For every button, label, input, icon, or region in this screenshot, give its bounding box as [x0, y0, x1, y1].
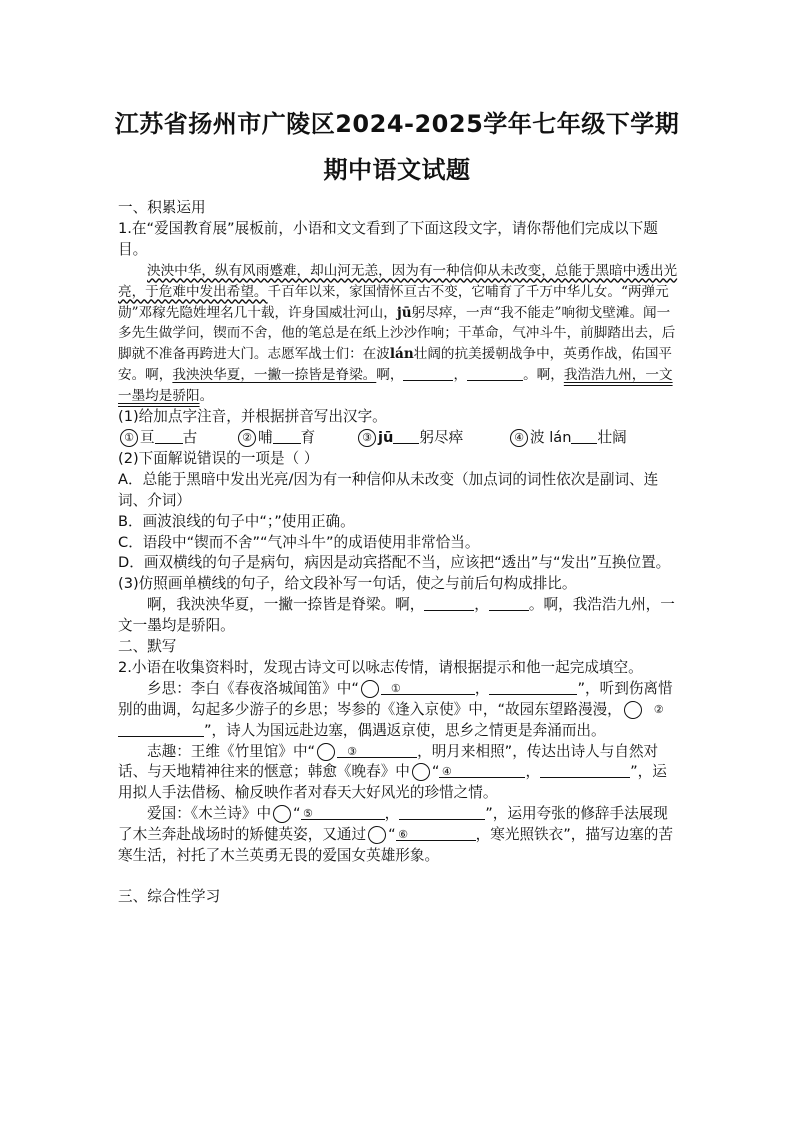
blank-line[interactable] — [439, 763, 525, 778]
option-text: 育 — [300, 428, 316, 446]
dictation-text: ，明月来相照”，传达出诗人与自然对话、与天地精神往来的惬意；韩愈《晚春》中 — [118, 742, 659, 781]
number-circle: ④ — [412, 763, 430, 781]
dictation-text: ， — [525, 763, 541, 781]
number-circle: ② — [624, 701, 642, 719]
spacer — [118, 867, 678, 887]
question-1-intro: 1.在“爱国教育展”展板前，小语和文文看到了下面这段文字，请你帮他们完成以下题目。 — [118, 219, 658, 258]
dictation-text: 志趣：王维《竹里馆》中“ — [147, 742, 316, 760]
subquestion-1-options — [118, 428, 678, 449]
document-body — [118, 198, 678, 908]
passage-text: 志愿军战士们：在波 — [267, 346, 390, 363]
double-underlined-sentence: 我浩浩九州，一文一墨均是骄阳 — [118, 367, 673, 405]
option-1 — [118, 428, 236, 449]
blank-line[interactable] — [571, 429, 597, 444]
option-2 — [236, 428, 356, 449]
blank-line[interactable] — [467, 366, 523, 381]
question-2-intro: 2.小语在收集资料时，发现古诗文可以咏志传情，请根据提示和他一起完成填空。 — [118, 658, 643, 676]
document-title-line1: 江苏省扬州市广陵区2024-2025学年七年级下学期 — [114, 110, 680, 138]
passage-text: 千百年以来，家国情怀亘古不变，它哺育了千万中华儿女。“两弹元勋”邓稼先隐姓埋名几十载，许身国威壮河山， — [118, 283, 669, 321]
dictation-text: ”，运用夸张的修辞手法展现了木兰奔赴战场时的矫健英姿，又通过 — [118, 805, 668, 844]
blank-line[interactable] — [540, 763, 630, 778]
pinyin-lan: lán — [389, 346, 414, 363]
section-heading-3: 三、综合性学习 — [118, 888, 221, 905]
passage-text: 。 — [199, 388, 214, 405]
choice-d: D．画双横线的句子是病句，病因是动宾搭配不当，应该把“透出”与“发出”互换位置。 — [118, 554, 671, 572]
dictation-paragraph-2 — [118, 742, 678, 805]
dictation-text: “ — [431, 763, 440, 781]
blank-line[interactable] — [396, 826, 476, 841]
choice-a: A．总能于黑暗中发出光亮/因为有一种信仰从未改变（加点词的词性依次是副词、连词、介词） — [118, 470, 659, 509]
option-text: 哺 — [258, 428, 273, 446]
document-title-line2: 期中语文试题 — [323, 156, 471, 184]
number-circle: ⑤ — [273, 805, 291, 823]
dictation-text: ”，运用拟人手法借杨、榆反映作者对春天大好风光的珍惜之情。 — [118, 763, 667, 802]
option-text: 波 lán — [530, 428, 572, 446]
blank-line[interactable] — [403, 366, 453, 381]
blank-line[interactable] — [399, 805, 485, 820]
answer-text: 。啊，我浩浩九州，一文一墨均是骄阳。 — [118, 596, 675, 635]
dictation-text: “ — [388, 826, 396, 844]
blank-line[interactable] — [489, 680, 577, 695]
subquestion-3-prompt: (3)仿照画单横线的句子，给文段补写一句话，使之与前后句构成排比。 — [118, 575, 577, 593]
dictation-text: 乡思：李白《春夜洛城闻笛》中“ — [147, 679, 359, 697]
subquestion-3-answer — [118, 595, 678, 637]
option-text: 躬尽瘁 — [419, 428, 464, 446]
number-circle: ② — [238, 429, 256, 447]
dictation-text: ， — [384, 805, 400, 823]
number-circle: ① — [120, 429, 138, 447]
wavy-underlined-sentence: 泱泱中华，纵有风雨蹙难，却山河无恙，因为有一种信仰从未改变，总能于黑暗中透出光亮，于危难中发出希望。 — [118, 262, 678, 300]
dictation-paragraph-3 — [118, 804, 678, 867]
choice-c: C．语段中“锲而不舍”“气冲斗牛”的成语使用非常恰当。 — [118, 533, 480, 551]
choice-b: B．画波浪线的句子中“；”使用正确。 — [118, 512, 355, 530]
number-circle: ④ — [510, 429, 528, 447]
answer-text: 啊，我泱泱华夏，一撇一捺皆是脊梁。啊， — [147, 596, 425, 614]
answer-text: ， — [474, 596, 489, 614]
option-3 — [356, 428, 508, 449]
passage-text: 躬尽瘁，一声“我不能走”响彻戈壁滩。闻一多先生做学问，锲而不舍，他的笔总是在纸上沙沙作响；干革命，气冲斗牛，前脚踏出去，后脚就不准备再跨进大门。 — [118, 304, 676, 363]
option-text: 亘 — [140, 428, 155, 446]
option-text: jū — [378, 428, 394, 446]
option-text: 壮阔 — [597, 428, 627, 446]
blank-line[interactable] — [301, 805, 385, 820]
blank-line[interactable] — [273, 429, 301, 444]
passage-text: 。啊， — [523, 367, 564, 384]
blank-line[interactable] — [381, 680, 475, 695]
blank-line[interactable] — [393, 429, 419, 444]
blank-line[interactable] — [489, 596, 529, 611]
number-circle: ⑥ — [368, 826, 386, 844]
option-4 — [508, 428, 627, 449]
dictation-text: ”，诗人为国远赴边塞，偶遇返京使，思乡之情更是奔涌而出。 — [204, 721, 606, 739]
passage-text: ， — [453, 367, 468, 384]
dictation-text: 爱国：《木兰诗》中 — [147, 805, 272, 823]
dictation-text: “ — [293, 805, 301, 823]
pinyin-ju: jū — [396, 304, 412, 321]
section-heading-1: 一、积累运用 — [118, 199, 206, 216]
section-heading-2: 二、默写 — [118, 638, 177, 656]
dictation-text: ，寒光照铁衣”，描写边塞的苦寒生活，衬托了木兰英勇无畏的爱国女英雄形象。 — [118, 826, 673, 865]
blank-line[interactable] — [424, 596, 474, 611]
number-circle: ③ — [358, 429, 376, 447]
blank-line[interactable] — [337, 743, 417, 758]
number-circle: ① — [361, 680, 379, 698]
subquestion-1-prompt: (1)给加点字注音，并根据拼音写出汉字。 — [118, 408, 387, 426]
blank-line[interactable] — [155, 429, 183, 444]
passage-text: 啊， — [376, 367, 404, 384]
reading-passage — [118, 261, 678, 407]
dictation-text: ， — [474, 679, 490, 697]
passage-text: 壮阔的抗美援朝战争中，英勇作战，佑国平安。啊， — [118, 346, 673, 384]
dictation-paragraph-1 — [118, 679, 678, 742]
option-text: 古 — [182, 428, 198, 446]
number-circle: ③ — [317, 743, 335, 761]
single-underlined-sentence: 我泱泱华夏，一撇一捺皆是脊梁。 — [172, 367, 377, 384]
dictation-text: ”，听到伤离惜别的曲调，勾起多少游子的乡思；岑参的《逢入京使》中，“故园东望路漫漫， — [118, 679, 673, 718]
blank-line[interactable] — [118, 722, 204, 737]
subquestion-2-prompt: (2)下面解说错误的一项是（ ） — [118, 449, 319, 467]
